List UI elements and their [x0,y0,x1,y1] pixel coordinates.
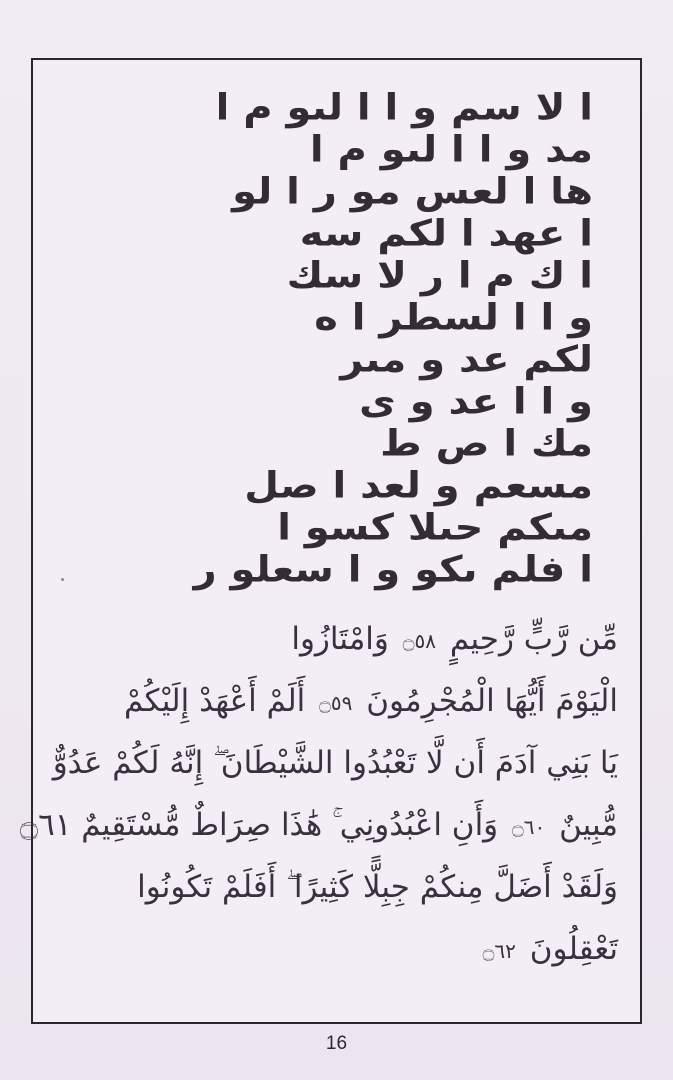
naskh-line [58,856,618,918]
naskh-script-block [19,608,618,980]
naskh-line [58,918,618,980]
verse-text: مُّبِينٌ [559,807,618,843]
naskh-line [19,794,618,856]
verse-text: تَعْقِلُونَ [529,931,618,967]
verse-text: أَلَمْ أَعْهَدْ إِلَيْكُمْ [124,683,306,719]
verse-text: يَا بَنِي آدَمَ أَن لَّا تَعْبُدُوا الشَّيْطَانَ ۖ إِنَّهُ لَكُمْ عَدُوٌّ [52,745,618,781]
kufic-line: لكم عد و مىر [340,339,593,381]
kufic-line: مىكم حىلا كسو ا [277,507,593,549]
kufic-line: مسعم و لعد ا صل [244,465,593,507]
verse-text: مِّن رَّبٍّ رَّحِيمٍ [449,621,618,657]
verse-text: وَأَنِ اعْبُدُونِي ۚ هَٰذَا صِرَاطٌ مُّسْتَقِيمٌ ۝٦١ [19,807,499,843]
naskh-line [52,732,618,794]
naskh-line [58,608,618,670]
kufic-line: ا عهد ا لكم سه [299,213,593,255]
naskh-line [58,670,618,732]
paper-speck [61,578,64,581]
kufic-line: ا فلم ىكو و ا سعلو ر [193,549,593,591]
kufic-line: ا لا سم و ا ا لىو م ا [215,87,593,129]
kufic-line: ها ا لعس مو ر ا لو [232,171,593,213]
verse-text: وَلَقَدْ أَضَلَّ مِنكُمْ جِبِلًّا كَثِيرًا ۖ أَفَلَمْ تَكُونُوا [137,869,618,905]
verse-text: الْيَوْمَ أَيُّهَا الْمُجْرِمُونَ [366,683,618,719]
kufic-line: ا ك م ا ر لا سك [286,255,593,297]
kufic-line: مد و ا ا لىو م ا [309,129,593,171]
ayah-end-mark: ۝٦٠ [512,814,546,839]
verse-text: وَامْتَازُوا [291,621,389,657]
page-number: 16 [325,1033,348,1054]
ayah-end-mark: ۝٥٩ [319,690,353,715]
kufic-line: و ا ا لسطر ا ه [314,297,593,339]
ayah-end-mark: ۝٥٨ [402,628,436,653]
kufic-script-block [93,87,593,600]
ayah-end-mark: ۝٦٢ [482,938,516,963]
kufic-line: مك ا ص ط [380,423,593,465]
page-frame [19,58,642,1024]
kufic-line: و ا ا عد و ى [359,381,593,423]
